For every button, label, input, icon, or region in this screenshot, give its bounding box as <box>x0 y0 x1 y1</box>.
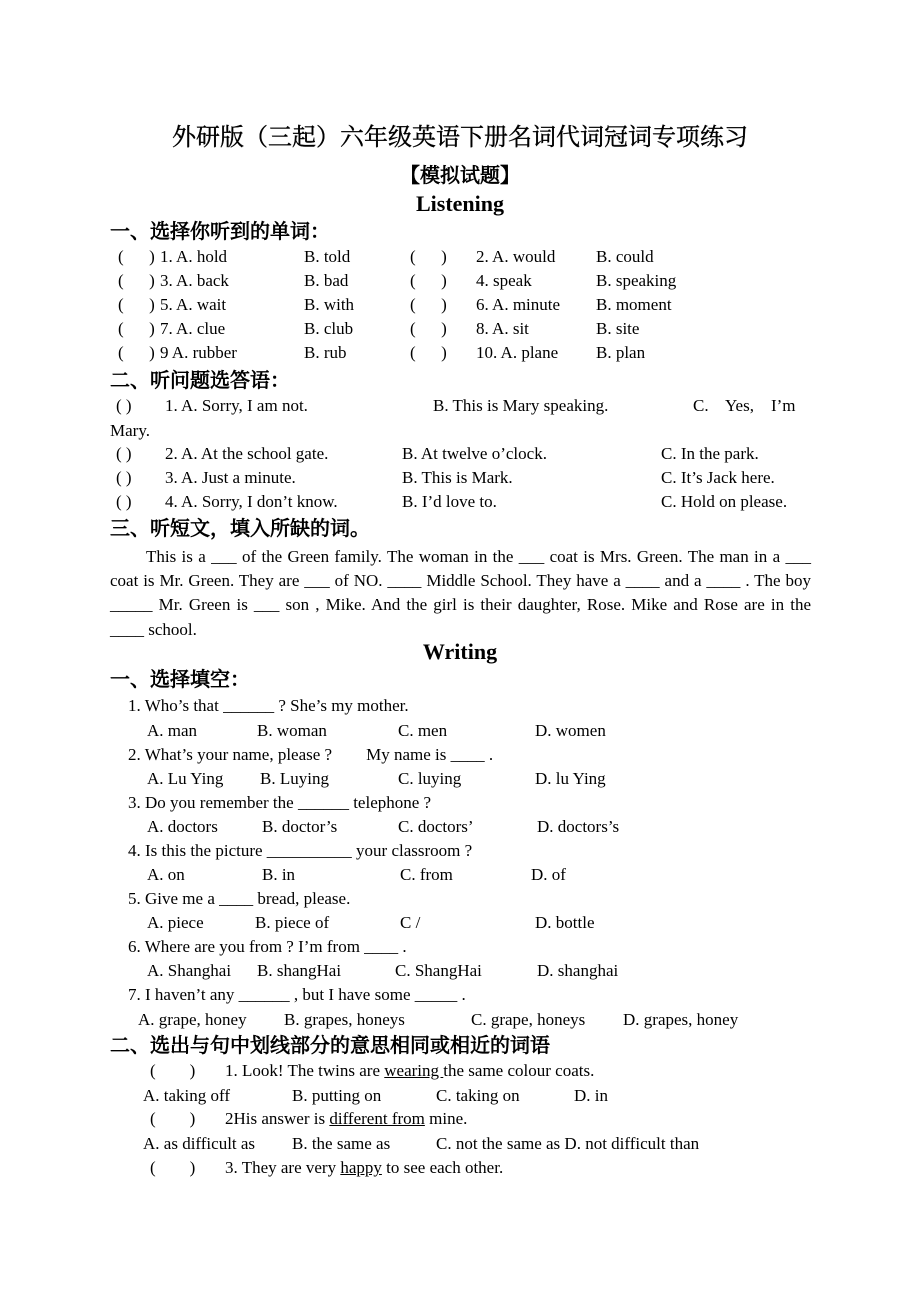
question-text <box>225 1109 467 1129</box>
option-b: B. could <box>596 247 654 266</box>
option-b: B. doctor’s <box>262 817 338 836</box>
question-text: 5. Give me a ____ bread, please. <box>128 889 351 908</box>
option-a: A. grape, honey <box>138 1010 247 1029</box>
answer-blank: ( ) <box>118 319 155 338</box>
option-d: D. in <box>574 1086 608 1105</box>
option-a: 2. A. would <box>476 247 556 266</box>
option-b: B. piece of <box>255 913 330 932</box>
writing-heading: Writing <box>422 639 498 664</box>
section-heading: 二、选出与句中划线部分的意思相同或相近的词语 <box>110 1033 550 1057</box>
answer-blank: ( ) <box>150 1061 196 1080</box>
question-text <box>225 1061 594 1081</box>
option-a: A. Shanghai <box>147 961 232 980</box>
answer-blank: ( ) <box>150 1158 196 1177</box>
option-a: 3. A. back <box>160 271 229 290</box>
question-post: the same colour coats. <box>443 1061 595 1080</box>
option-b: B. putting on <box>292 1086 382 1105</box>
answer-blank: ( ) <box>116 468 132 487</box>
document-title: 外研版（三起）六年级英语下册名词代词冠词专项练习 <box>172 123 748 151</box>
option-c: C. taking on <box>436 1086 520 1105</box>
listening-heading: Listening <box>415 191 505 216</box>
answer-blank: ( ) <box>116 444 132 463</box>
question-post: to see each other. <box>381 1158 504 1177</box>
section-heading: 一、选择填空： <box>110 667 250 691</box>
option-b: B. in <box>262 865 296 884</box>
question-pre: 1. Look! The twins are <box>225 1061 385 1080</box>
option-d: D. shanghai <box>537 961 619 980</box>
underlined-phrase: different from <box>329 1109 425 1128</box>
option-c: C. In the park. <box>661 444 759 463</box>
section-heading: 一、选择你听到的单词： <box>110 219 330 243</box>
option-b: B. plan <box>596 343 646 362</box>
option-b: B. moment <box>596 295 672 314</box>
option-b: B. woman <box>257 721 327 740</box>
answer-blank: ( ) <box>410 319 447 338</box>
answer-blank: ( ) <box>118 295 155 314</box>
option-b: B. the same as <box>292 1134 391 1153</box>
option-a: A. doctors <box>147 817 218 836</box>
option-b: B. told <box>304 247 351 266</box>
option-c: C. grape, honeys <box>471 1010 586 1029</box>
answer-blank: ( ) <box>116 396 132 415</box>
option-a: 6. A. minute <box>476 295 561 314</box>
option-a: 2. A. At the school gate. <box>165 444 329 463</box>
option-b: B. At twelve o’clock. <box>402 444 547 463</box>
option-a: 9 A. rubber <box>160 343 237 362</box>
option-b: B. This is Mary speaking. <box>433 396 609 415</box>
answer-blank: ( ) <box>410 295 447 314</box>
option-c: C. Yes, I’m <box>693 396 796 415</box>
option-b: B. Luying <box>260 769 329 788</box>
option-d: D. lu Ying <box>535 769 606 788</box>
option-a: A. on <box>147 865 185 884</box>
option-a: 5. A. wait <box>160 295 227 314</box>
option-b: B. with <box>304 295 355 314</box>
question-text <box>225 1158 503 1178</box>
option-b: B. grapes, honeys <box>284 1010 405 1029</box>
question-text: 7. I haven’t any ______ , but I have some _____ . <box>128 985 466 1004</box>
question-pre: 3. They are very <box>225 1158 341 1177</box>
option-c: C. It’s Jack here. <box>661 468 775 487</box>
option-c: C. not the same as D. not difficult than <box>436 1134 700 1153</box>
option-d: D. grapes, honey <box>623 1010 739 1029</box>
answer-blank: ( ) <box>118 271 155 290</box>
answer-blank: ( ) <box>410 271 447 290</box>
question-post: mine. <box>424 1109 468 1128</box>
option-b: B. bad <box>304 271 349 290</box>
answer-blank: ( ) <box>116 492 132 511</box>
option-b: B. This is Mark. <box>402 468 513 487</box>
option-c: C. from <box>400 865 453 884</box>
wrapped-text: Mary. <box>110 421 150 440</box>
option-b: B. speaking <box>596 271 677 290</box>
option-c: C. ShangHai <box>395 961 482 980</box>
option-a: 10. A. plane <box>476 343 559 362</box>
option-a: A. as difficult as <box>143 1134 256 1153</box>
option-a: A. Lu Ying <box>147 769 224 788</box>
section-heading: 二、听问题选答语： <box>110 368 290 392</box>
option-a: 4. speak <box>476 271 532 290</box>
question-text: 1. Who’s that ______ ? She’s my mother. <box>128 696 409 715</box>
answer-blank: ( ) <box>410 247 447 266</box>
option-b: B. rub <box>304 343 347 362</box>
answer-blank: ( ) <box>118 343 155 362</box>
option-c: C. men <box>398 721 448 740</box>
question-text: 6. Where are you from ? I’m from ____ . <box>128 937 407 956</box>
answer-blank: ( ) <box>410 343 447 362</box>
underlined-phrase: wearing <box>384 1061 444 1080</box>
option-c: C. luying <box>398 769 462 788</box>
option-a: 1. A. Sorry, I am not. <box>165 396 308 415</box>
option-b: B. club <box>304 319 354 338</box>
option-d: D. bottle <box>535 913 595 932</box>
option-b: B. I’d love to. <box>402 492 497 511</box>
option-a: 4. A. Sorry, I don’t know. <box>165 492 338 511</box>
underlined-phrase: happy <box>340 1158 382 1177</box>
option-a: 1. A. hold <box>160 247 228 266</box>
option-d: D. doctors’s <box>537 817 620 836</box>
question-pre: 2His answer is <box>225 1109 330 1128</box>
option-a: 7. A. clue <box>160 319 226 338</box>
option-b: B. shangHai <box>257 961 342 980</box>
question-text: 3. Do you remember the ______ telephone ? <box>128 793 432 812</box>
subtitle: 【模拟试题】 <box>400 163 520 187</box>
section-heading: 三、听短文，填入所缺的词。 <box>110 516 370 540</box>
option-a: A. taking off <box>143 1086 231 1105</box>
option-d: D. women <box>535 721 606 740</box>
cloze-passage: This is a ___ of the Green family. The woman in the ___ coat is Mrs. Green. The man in a ___ coat is Mr. Green. They are ___ of NO. ____ Middle School. They have a ____ and a ____ . The boy _____ Mr. Green is ___ son , Mike. And the girl is their daughter, Rose. Mike and Rose are in the ____ school. <box>110 547 811 639</box>
answer-blank: ( ) <box>150 1109 196 1128</box>
option-b: B. site <box>596 319 640 338</box>
option-c: C. Hold on please. <box>661 492 788 511</box>
question-text: 4. Is this the picture __________ your classroom ? <box>128 841 473 860</box>
option-d: D. of <box>531 865 566 884</box>
option-a: A. piece <box>147 913 204 932</box>
answer-blank: ( ) <box>118 247 155 266</box>
option-a: A. man <box>147 721 198 740</box>
option-a: 3. A. Just a minute. <box>165 468 296 487</box>
option-a: 8. A. sit <box>476 319 529 338</box>
option-c: C. doctors’ <box>398 817 474 836</box>
option-c: C / <box>400 913 421 932</box>
question-text: 2. What’s your name, please ? My name is ____ . <box>128 745 494 764</box>
